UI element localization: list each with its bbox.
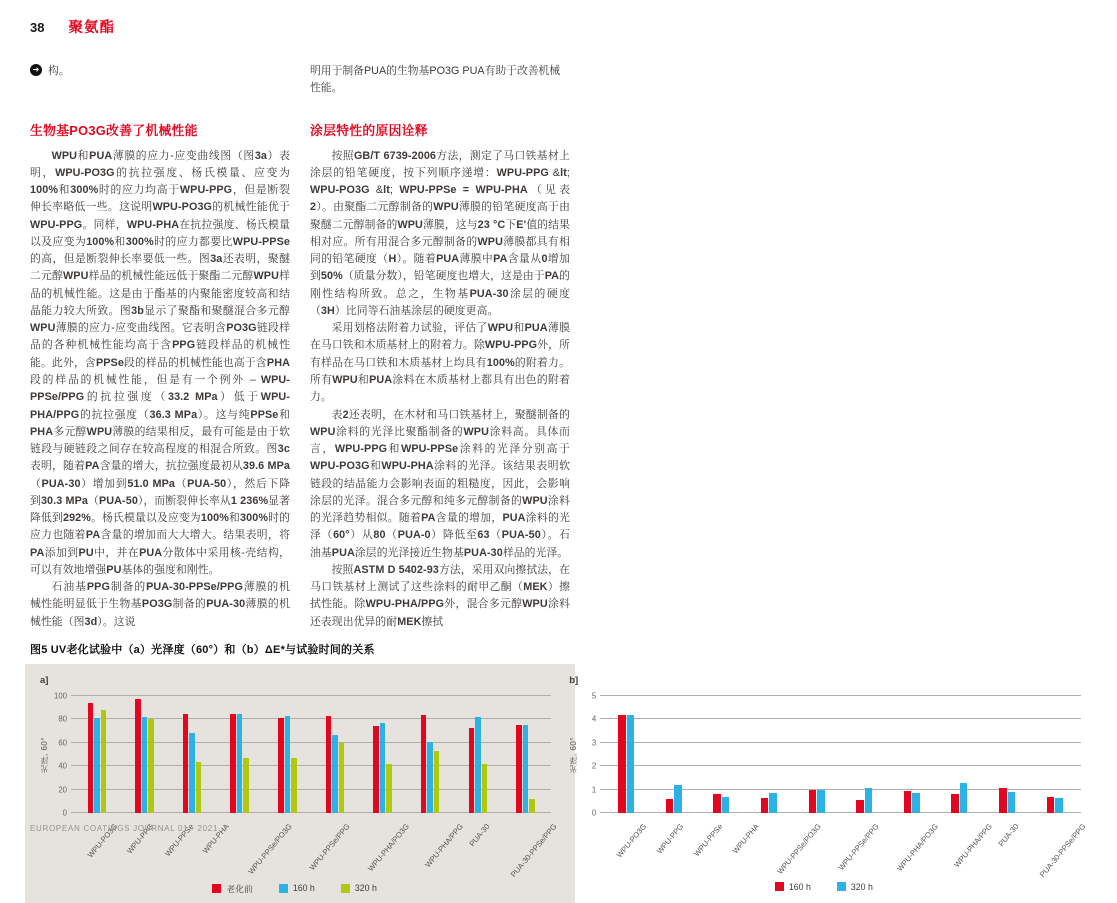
chart-b-delta-e bbox=[567, 673, 1088, 895]
bar bbox=[427, 742, 433, 813]
bar bbox=[951, 794, 959, 813]
legend-label: 320 h bbox=[354, 883, 377, 894]
chart-b-legend bbox=[567, 882, 1080, 892]
bar bbox=[769, 793, 777, 813]
x-axis-labels bbox=[600, 816, 1088, 880]
bar bbox=[142, 717, 148, 813]
y-axis-ticks bbox=[51, 691, 71, 818]
bar-group bbox=[264, 716, 312, 813]
bar bbox=[373, 726, 379, 813]
bar-group bbox=[359, 723, 407, 813]
bar-groups bbox=[73, 696, 549, 813]
bar bbox=[912, 793, 920, 813]
bar bbox=[285, 716, 291, 813]
chart-a-legend bbox=[38, 882, 551, 895]
legend-item bbox=[837, 882, 873, 892]
bar bbox=[135, 699, 141, 812]
bar bbox=[523, 725, 529, 813]
x-tick bbox=[287, 816, 352, 880]
bar bbox=[88, 703, 94, 813]
bar bbox=[666, 799, 674, 813]
panel-label-b: b] bbox=[569, 674, 579, 686]
x-tick bbox=[816, 816, 882, 880]
bar bbox=[421, 715, 427, 813]
bar bbox=[529, 799, 535, 813]
bar bbox=[278, 718, 284, 813]
x-tick-label: WPU-PO3G bbox=[85, 821, 120, 860]
y-tick-label: 5 bbox=[591, 691, 597, 701]
bar bbox=[326, 716, 332, 813]
bar bbox=[999, 788, 1007, 813]
left-column-heading: 生物基PO3G改善了机械性能 bbox=[30, 122, 198, 138]
legend-swatch bbox=[837, 882, 846, 891]
x-tick-label: WPU-PO3G bbox=[615, 821, 649, 860]
arrow-bullet-icon: ➔ bbox=[30, 64, 42, 76]
bar bbox=[237, 714, 243, 813]
bar bbox=[618, 715, 626, 813]
intro-fragment-left: 构。 bbox=[48, 65, 70, 77]
bar-groups bbox=[602, 696, 1078, 813]
legend-swatch bbox=[775, 882, 784, 891]
paragraph: 采用划格法附着力试验，评估了WPU和PUA薄膜在马口铁和木质基材上的附着力。除WPU-PPG外，所有样品在马口铁和木质基材上均具有100%的附着力。所有WPU和PUA涂料在木质基材上都具有出色的附着力。 bbox=[310, 322, 571, 404]
bar bbox=[722, 797, 730, 813]
gridline bbox=[600, 765, 1080, 766]
x-tick bbox=[1014, 816, 1088, 880]
x-tick bbox=[485, 816, 559, 880]
bar bbox=[332, 735, 338, 813]
x-tick-label: PUA-30-PPSe/PPG bbox=[508, 821, 559, 879]
right-column-heading: 涂层特性的原因诠释 bbox=[310, 122, 428, 138]
gridline bbox=[71, 695, 551, 696]
x-tick bbox=[345, 816, 411, 880]
legend-label: 160 h bbox=[292, 883, 315, 894]
y-tick-label: 40 bbox=[58, 761, 67, 771]
bar bbox=[230, 714, 236, 813]
x-tick-label: WPU-PHA bbox=[201, 821, 232, 856]
legend-item bbox=[279, 882, 315, 895]
y-axis-ticks bbox=[580, 691, 600, 818]
x-tick-label: WPU-PHA/PO3G bbox=[365, 821, 411, 874]
bar bbox=[386, 764, 392, 813]
page-number: 38 bbox=[30, 20, 45, 35]
bar-group bbox=[168, 714, 216, 813]
y-tick-label: 0 bbox=[62, 808, 67, 818]
gridline bbox=[600, 742, 1080, 743]
bar bbox=[475, 717, 481, 813]
bar bbox=[865, 788, 873, 813]
bar bbox=[817, 790, 825, 813]
bar bbox=[761, 798, 769, 813]
y-tick-label: 3 bbox=[591, 738, 597, 748]
x-tick-label: WPU-PPSe bbox=[692, 821, 725, 859]
bar-group bbox=[936, 783, 984, 813]
bar bbox=[434, 751, 440, 813]
paragraph: 按照ASTM D 5402-93方法，采用双向擦拭法，在马口铁基材上测试了这些涂料的耐甲乙酮（MEK）擦拭性能。除WPU-PHA/PPG外，混合多元醇WPU涂料还表现出优异的耐MEK擦拭 bbox=[310, 563, 571, 628]
bar bbox=[1047, 797, 1055, 813]
x-tick-label: WPU-PPG bbox=[654, 821, 685, 856]
page-header bbox=[30, 16, 570, 37]
legend-label: 160 h bbox=[788, 881, 811, 892]
x-tick-label: PUA-30-PPSe/PPG bbox=[1037, 821, 1088, 879]
y-tick-label: 80 bbox=[58, 714, 67, 724]
x-tick bbox=[404, 816, 465, 880]
gridline bbox=[600, 695, 1080, 696]
figure5-chart-panel bbox=[25, 664, 1088, 903]
x-tick bbox=[933, 816, 995, 880]
paragraph: WPU和PUA薄膜的应力-应变曲线图（图3a）表明，WPU-PO3G的抗拉强度、杨氏模量、应变为100%和300%时的应力均高于WPU-PPG，但是断裂伸长率略低一些。这说明WPU-PO3G的机械性能优于WPU-PPG。同样，WPU-PHA在抗拉强度、杨氏模量以及应变为100%和300%时的应力都要比WPU-PPSe的高，但是断裂伸长率要低一些。图3a还表明，聚醚二元醇WPU样品的机械性能远低于聚酯二元醇WPU样品的机械性能。这是由于酯基的内聚能密度较高和结晶能力较大所致。图3b显示了聚酯和聚醚混合多元醇WPU薄膜的应力-应变曲线图。它表明含PO3G链段样品的各种机械性能均高于含PPG链段样品的机械性能。此外，含PPSe段的样品的机械性能也高于含PHA段的样品的机械性能，但是有一个例外 – WPU-PPSe/PPG的抗拉强度（33.2 MPa）低于WPU-PHA/PPG的抗拉强度（36.3 MPa）。这与纯PPSe和PHA多元醇WPU薄膜的结果相反，最有可能是由于软链段与硬链段之间存在较高程度的相混合所致。图3c表明，随着PA含量的增大，抗拉强度最初从39.6 MPa（PUA-30）增加到51.0 MPa（PUA-50），然后下降到30.3 MPa（PUA-50），而断裂伸长率从1 236%显著降低到292%。杨氏模量以及应变为100%和300%时的应力也随着PA含量的增加而大大增大。结果表明，将PA添加到PU中，并在PUA分散体中采用核-壳结构，可以有效地增强PU基体的强度和刚性。 bbox=[30, 149, 291, 576]
bar bbox=[482, 764, 488, 813]
x-tick bbox=[874, 816, 941, 880]
bar-group bbox=[73, 703, 121, 813]
bar bbox=[469, 728, 475, 813]
x-tick bbox=[642, 816, 685, 880]
bar-group bbox=[406, 715, 454, 813]
y-tick-label: 2 bbox=[591, 761, 597, 771]
bar bbox=[516, 725, 522, 813]
legend-label: 老化前 bbox=[226, 883, 253, 894]
x-tick-label: WPU-PPSe bbox=[162, 821, 196, 859]
bar-group bbox=[121, 699, 169, 812]
footer-journal-line: EUROPEAN COATINGS JOURNAL 01 - 2021 bbox=[30, 824, 219, 833]
x-tick-label: PUA-30 bbox=[996, 821, 1021, 849]
legend-swatch bbox=[279, 884, 288, 893]
intro-fragment-right: 明用于制备PUA的生物基PO3G PUA有助于改善机械性能。 bbox=[310, 65, 561, 95]
bar-group bbox=[983, 788, 1031, 813]
bar bbox=[713, 794, 721, 813]
section-title: 聚氨酯 bbox=[68, 20, 115, 36]
x-tick-label: WPU-PPSe/PO3G bbox=[775, 821, 824, 876]
bar bbox=[856, 800, 864, 813]
gridline bbox=[600, 718, 1080, 719]
bar-group bbox=[698, 794, 746, 813]
paragraph: 按照GB/T 6739-2006方法，测定了马口铁基材上涂层的铅笔硬度，按下列顺序递增：WPU-PPG &lt; WPU-PO3G &lt; WPU-PPSe = WPU-PHA（见表2）。由聚酯二元醇制备的WPU薄膜的铅笔硬度高于由聚醚二元醇制备的WPU薄膜，这与23 °C下E'值的结果相对应。所有用混合多元醇制备的WPU薄膜都具有相同的铅笔硬度（H）。随着PUA薄膜中PA含量从0增加到50%（质量分数），铅笔硬度也增大，这是由于PA的刚性结构所致。总之，生物基PUA-30涂层的硬度（3H）比同等石油基涂层的硬度更高。 bbox=[310, 149, 571, 317]
bar-group bbox=[602, 715, 650, 813]
bar bbox=[809, 790, 817, 813]
bar-group bbox=[502, 725, 550, 813]
legend-item bbox=[341, 882, 377, 895]
bar bbox=[1008, 792, 1016, 813]
bar bbox=[148, 719, 154, 813]
bar-group bbox=[311, 716, 359, 813]
bar-group bbox=[888, 791, 936, 813]
left-column bbox=[30, 120, 290, 631]
x-tick-label: WPU-PPSe/PO3G bbox=[246, 821, 294, 876]
x-tick-label: WPU-PHA bbox=[730, 821, 761, 856]
bar-group bbox=[793, 790, 841, 813]
figure-caption: 图5 UV老化试验中（a）光泽度（60°）和（b）ΔE*与试验时间的关系 bbox=[30, 643, 375, 656]
legend-label: 320 h bbox=[850, 881, 873, 892]
y-axis-title: 光泽, 60° bbox=[40, 736, 49, 773]
y-tick-label: 1 bbox=[591, 785, 597, 795]
bar-group bbox=[1031, 797, 1079, 813]
x-tick-label: WPU-PHA/PPG bbox=[423, 821, 465, 870]
bar bbox=[291, 758, 297, 813]
bar-group bbox=[216, 714, 264, 813]
plot-area bbox=[71, 696, 551, 813]
intro-continuation-row bbox=[30, 63, 570, 98]
x-tick bbox=[678, 816, 725, 880]
bar bbox=[101, 710, 107, 813]
y-tick-label: 100 bbox=[53, 691, 67, 701]
bar bbox=[196, 762, 202, 813]
paragraph: 表2还表明，在木材和马口铁基材上，聚醚制备的WPU涂料的光泽比聚酯制备的WPU涂料高。具体而言，WPU-PPG和WPU-PPSe涂料的光泽分别高于WPU-PO3G和WPU-PHA涂料的光泽。该结果表明软链段的结晶能力会影响表面的粗糙度，因此，会影响涂层的光泽。混合多元醇和纯多元醇制备的WPU涂料的光泽趋势相似。随着PA含量的增加，PUA涂料的光泽（60°）从80（PUA-0）降低至63（PUA-50）。石油基PUA涂层的光泽接近生物基PUA-30样品的光泽。 bbox=[310, 408, 571, 559]
bar bbox=[674, 785, 682, 813]
bar-group bbox=[650, 785, 698, 813]
x-tick-label: WPU-PHA/PPG bbox=[952, 821, 995, 870]
right-column bbox=[310, 120, 570, 631]
legend-item bbox=[775, 882, 811, 892]
x-tick bbox=[753, 816, 824, 880]
bar-group bbox=[454, 717, 502, 813]
bar bbox=[1055, 798, 1063, 813]
bar bbox=[243, 758, 249, 813]
x-tick-label: WPU-PPG bbox=[125, 821, 156, 856]
panel-label-a: a] bbox=[40, 674, 49, 686]
y-tick-label: 0 bbox=[591, 808, 597, 818]
bar bbox=[189, 733, 195, 813]
y-tick-label: 4 bbox=[591, 714, 597, 724]
bar bbox=[904, 791, 912, 813]
legend-item bbox=[212, 882, 252, 895]
x-tick-label: WPU-PPSe/PPG bbox=[836, 821, 882, 873]
paragraph: 石油基PPG制备的PUA-30-PPSe/PPG薄膜的机械性能明显低于生物基PO3G制备的PUA-30薄膜的机械性能（图3d）。这说 bbox=[30, 581, 290, 628]
x-tick-label: WPU-PPSe/PPG bbox=[307, 821, 352, 873]
chart-a-gloss bbox=[38, 673, 559, 895]
bar bbox=[627, 715, 635, 813]
x-tick bbox=[600, 816, 649, 880]
bar bbox=[380, 723, 386, 813]
y-tick-label: 60 bbox=[58, 738, 67, 748]
bar-group bbox=[840, 788, 888, 813]
bar bbox=[183, 714, 189, 813]
x-tick bbox=[224, 816, 294, 880]
plot-area bbox=[600, 696, 1080, 813]
bar bbox=[960, 783, 968, 813]
x-tick-label: PUA-30 bbox=[467, 821, 492, 849]
article-columns bbox=[30, 120, 570, 631]
bar-group bbox=[745, 793, 793, 813]
bar bbox=[94, 718, 100, 813]
y-axis-title: 光泽, 60° bbox=[569, 736, 579, 773]
bar bbox=[339, 743, 345, 813]
legend-swatch bbox=[341, 884, 350, 893]
x-tick-label: WPU-PHA/PO3G bbox=[895, 821, 941, 874]
y-tick-label: 20 bbox=[58, 785, 67, 795]
legend-swatch bbox=[212, 884, 221, 893]
